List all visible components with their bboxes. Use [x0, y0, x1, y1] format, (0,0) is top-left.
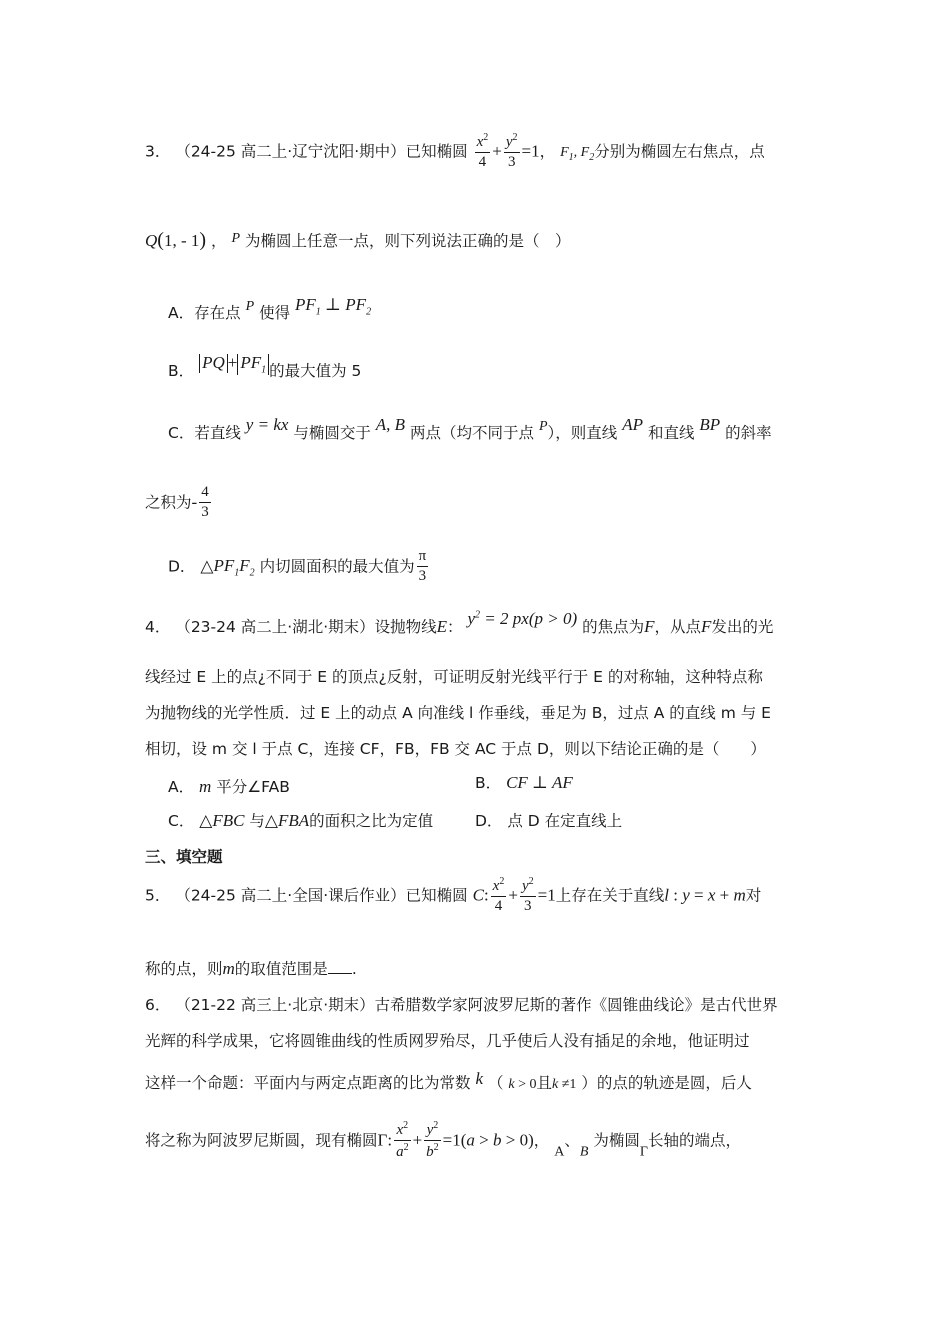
q5-number: 5．	[145, 886, 171, 905]
q6-number: 6．	[145, 996, 171, 1014]
q4-line3: 为抛物线的光学性质．过 E 上的动点 A 向准线 l 作垂线，垂足为 B，过点 A 的直线 m 与 E	[145, 704, 771, 722]
q3-line2: Q(1, - 1) ， P 为椭圆上任意一点，则下列说法正确的是（ ）	[145, 229, 571, 251]
q3-option-c: C．若直线 y = kx 与椭圆交于 A, B 两点（均不同于点 P），则直线 AP 和直线 BP 的斜率	[168, 415, 772, 442]
q4-source: （23-24 高二上·湖北·期末）	[175, 618, 375, 636]
q3-frac-y: $\frac{y^2}{3}$	[505, 132, 518, 171]
q3-option-c-cont: 之积为- $\frac{4}{3}$	[145, 484, 209, 521]
q4-line4: 相切，设 m 交 l 于点 C，连接 CF，FB，FB 交 AC 于点 D，则以下结论正确的是（ ）	[145, 740, 766, 758]
q6-line3: 这样一个命题：平面内与两定点距离的比为常数 k （ k > 0且k ≠1 ）的点的轨迹是圆，后人	[145, 1069, 752, 1092]
q6-line4: 将之称为阿波罗尼斯圆，现有椭圆Γ: $\frac{x^2}{a^2}$ + $\frac{y^2}{b^2}$ =1(a > b > 0)， A、B 为椭圆Γ长轴的端点，	[145, 1120, 741, 1161]
q4-line1: 4． （23-24 高二上·湖北·期末）设抛物线E： $y^2 = 2$ px(p > 0) 的焦点为F，从点F发出的光	[145, 609, 774, 636]
q4-option-b: B． CF ⊥ AF	[475, 773, 573, 792]
q3-frac-x: $\frac{x^2}{4}$	[476, 132, 489, 171]
q4-option-d: D． 点 D 在定直线上	[475, 812, 623, 830]
q5-source: （24-25 高二上·全国·课后作业）	[175, 886, 406, 905]
q3-option-a: A．存在点 P 使得 $PF_1$ ⊥ $PF_2$	[168, 295, 372, 322]
q6-source: （21-22 高三上·北京·期末）	[175, 996, 375, 1014]
q4-option-a: A． m 平分∠FAB	[168, 777, 290, 796]
q6-line2: 光辉的科学成果，它将圆锥曲线的性质网罗殆尽，几乎使后人没有插足的余地，他证明过	[145, 1032, 750, 1050]
q3-line2-text: 为椭圆上任意一点，则下列说法正确的是（ ）	[244, 232, 571, 250]
q4-number: 4．	[145, 618, 171, 636]
q3-option-b: B． PQ + $PF_1$ 的最大值为 5	[168, 353, 362, 380]
q3-line1: 3． （24-25 高二上·辽宁沈阳·期中）已知椭圆 $\frac{x^2}{4}$ + $\frac{y^2}{3}$ =1， $F_1$, $F_2$分别为椭圆左右焦点，点	[145, 132, 765, 171]
q5-answer-blank[interactable]	[328, 961, 352, 974]
q6-line1: 6． （21-22 高三上·北京·期末）古希腊数学家阿波罗尼斯的著作《圆锥曲线论》是古代世界	[145, 996, 778, 1014]
q3-source: （24-25 高二上·辽宁沈阳·期中）	[175, 142, 406, 161]
q5-line2: 称的点，则m的取值范围是 .	[145, 959, 357, 978]
q3-option-d: D． $\triangle PF_1F_2$ 内切圆面积的最大值为 $\frac{\pi}{3}$	[168, 548, 427, 585]
q3-intro: 已知椭圆	[405, 142, 468, 161]
q3-foci-text: 分别为椭圆左右焦点，点	[594, 142, 765, 161]
q3-foci: $F_1$, $F_2$	[560, 145, 595, 164]
q3-number: 3．	[145, 142, 171, 161]
section-heading-fill-in: 三、填空题	[145, 848, 223, 866]
q3-point-q: Q	[145, 231, 158, 250]
q5-line1: 5． （24-25 高二上·全国·课后作业）已知椭圆 C: $\frac{x^2}{4}$ + $\frac{y^2}{3}$ =1上存在关于直线l : y = x + m对	[145, 876, 762, 915]
q4-option-c: C． △FBC 与△FBA的面积之比为定值	[168, 811, 434, 830]
q4-line2: 线经过 E 上的点¿不同于 E 的顶点¿反射，可证明反射光线平行于 E 的对称轴，这种特点称	[145, 668, 763, 686]
